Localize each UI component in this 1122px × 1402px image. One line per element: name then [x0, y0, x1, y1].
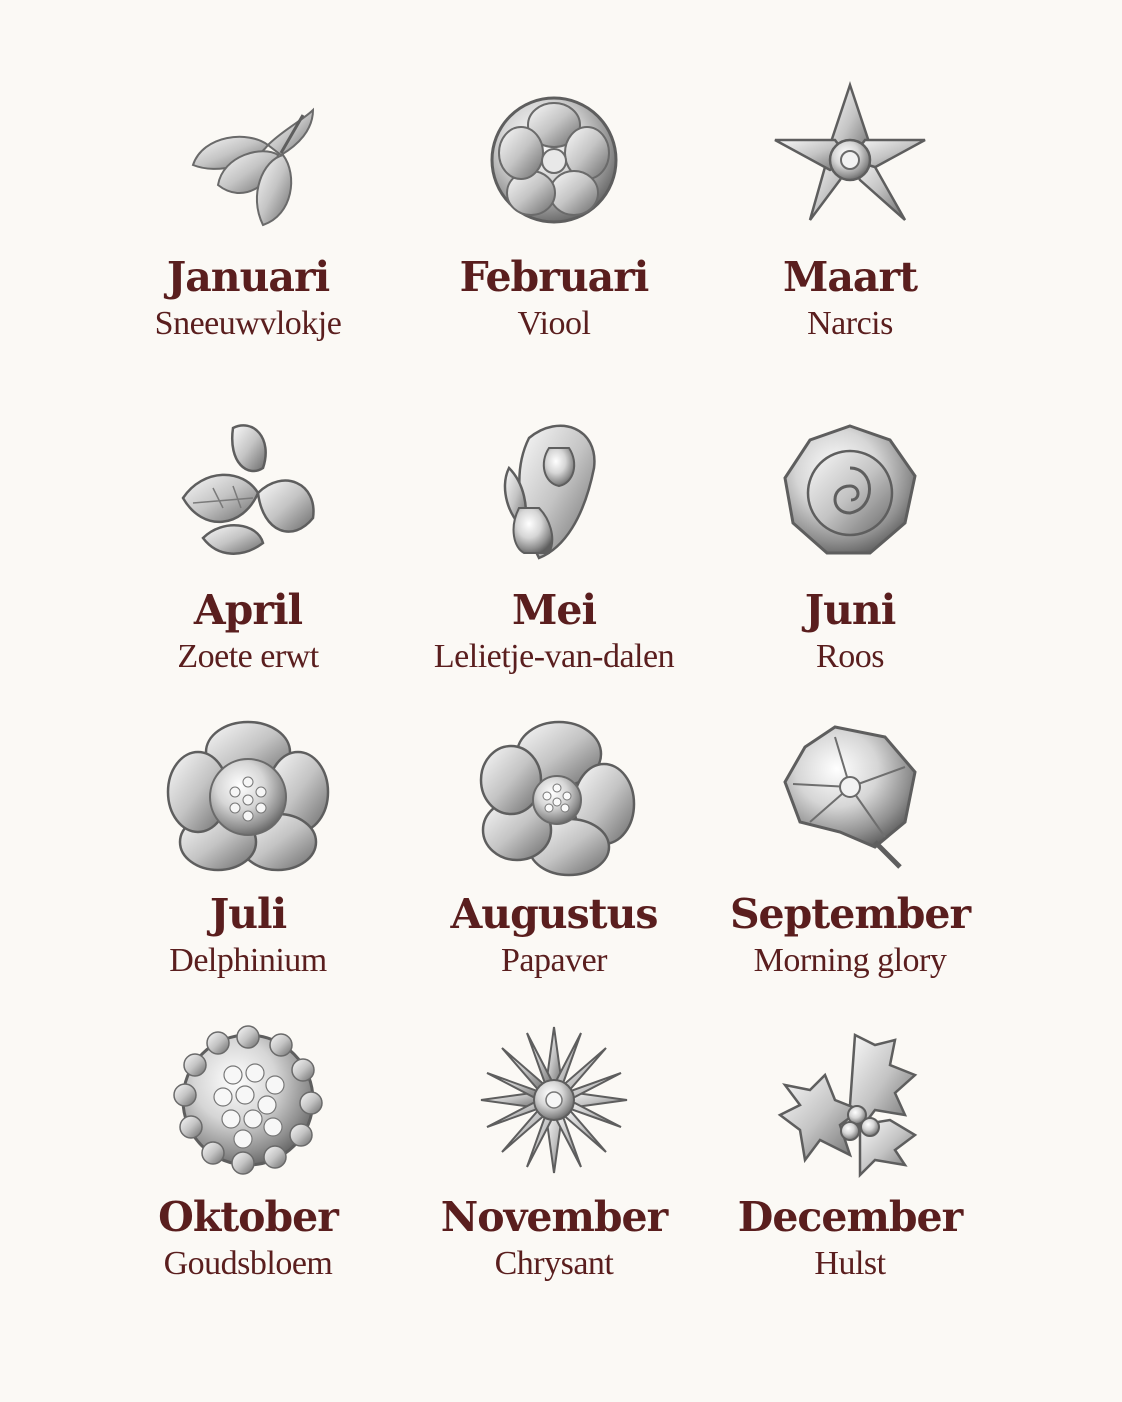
- flower-name: Papaver: [500, 942, 607, 979]
- flower-name: Hulst: [814, 1245, 886, 1282]
- flower-name: Chrysant: [494, 1245, 614, 1282]
- charm-card-april: [98, 408, 398, 678]
- charm-card-augustus: [404, 712, 704, 982]
- flower-name: Goudsbloem: [163, 1245, 333, 1282]
- snowdrop-charm-icon: [163, 75, 333, 245]
- poppy-charm-icon: [469, 712, 639, 882]
- month-name: Oktober: [158, 1193, 338, 1241]
- rose-charm-icon: [765, 408, 935, 578]
- delphinium-charm-icon: [163, 712, 333, 882]
- month-name: December: [737, 1193, 963, 1241]
- month-name: Maart: [782, 253, 918, 301]
- flower-name: Morning glory: [753, 942, 947, 979]
- morning-glory-charm-icon: [765, 712, 935, 882]
- marigold-charm-icon: [163, 1015, 333, 1185]
- month-name: Mei: [511, 586, 597, 634]
- month-name: Februari: [459, 253, 649, 301]
- charm-card-oktober: [98, 1015, 398, 1285]
- charm-card-juni: [700, 408, 1000, 678]
- flower-name: Sneeuwvlokje: [154, 305, 342, 342]
- charm-card-januari: [98, 75, 398, 345]
- flower-name: Roos: [816, 638, 884, 675]
- charm-card-mei: [404, 408, 704, 678]
- charm-card-november: [404, 1015, 704, 1285]
- month-name: Januari: [166, 253, 330, 301]
- month-name: November: [440, 1193, 668, 1241]
- month-name: April: [193, 586, 303, 634]
- month-name: Augustus: [450, 890, 658, 938]
- daffodil-charm-icon: [765, 75, 935, 245]
- charm-card-december: [700, 1015, 1000, 1285]
- charm-card-maart: [700, 75, 1000, 345]
- violet-charm-icon: [469, 75, 639, 245]
- charm-card-juli: [98, 712, 398, 982]
- month-name: September: [729, 890, 971, 938]
- charm-card-september: [700, 712, 1000, 982]
- flower-name: Narcis: [807, 305, 893, 342]
- month-name: Juli: [209, 890, 287, 938]
- flower-name: Zoete erwt: [177, 638, 319, 675]
- chrysanthemum-charm-icon: [469, 1015, 639, 1185]
- flower-name: Lelietje-van-dalen: [433, 638, 675, 675]
- flower-name: Delphinium: [169, 942, 327, 979]
- flower-name: Viool: [517, 305, 591, 342]
- month-name: Juni: [804, 586, 896, 634]
- charm-card-februari: [404, 75, 704, 345]
- holly-charm-icon: [765, 1015, 935, 1185]
- lily-of-the-valley-charm-icon: [469, 408, 639, 578]
- sweet-pea-charm-icon: [163, 408, 333, 578]
